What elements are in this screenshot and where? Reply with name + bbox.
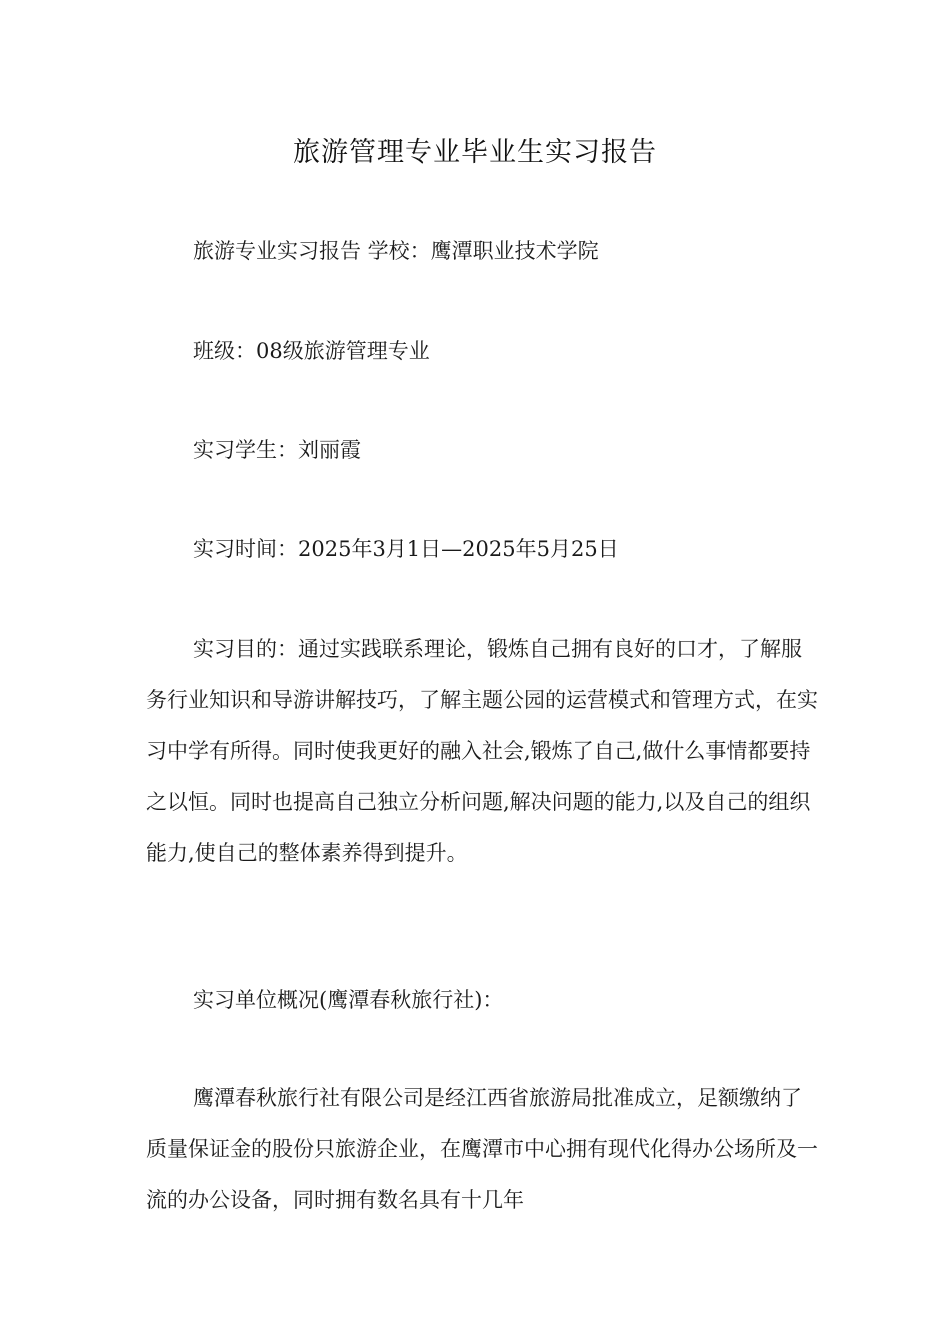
document-title: 旅游管理专业毕业生实习报告 [293, 137, 657, 168]
period-line: 实习时间：2025年3月1日—2025年5月25日 [193, 537, 619, 561]
purpose-paragraph: 实习目的：通过实践联系理论，锻炼自己拥有良好的口才，了解服务行业知识和导游讲解技巧，了解主题公园的运营模式和管理方式，在实习中学有所得。同时使我更好的融入社会,锻炼了自己,做什么事情都要持之以恒。同时也提高自己独立分析问题,解决问题的能力,以及自己的组织能力,使自己的整体素养得到提升。 [146, 637, 818, 865]
company-paragraph: 鹰潭春秋旅行社有限公司是经江西省旅游局批准成立，足额缴纳了质量保证金的股份只旅游企业，在鹰潭市中心拥有现代化得办公场所及一流的办公设备，同时拥有数名具有十几年 [146, 1086, 818, 1212]
class-line: 班级：08级旅游管理专业 [193, 339, 430, 363]
unit-heading: 实习单位概况(鹰潭春秋旅行社)： [193, 988, 504, 1012]
student-line: 实习学生：刘丽霞 [193, 438, 361, 462]
school-line: 旅游专业实习报告 学校：鹰潭职业技术学院 [193, 239, 599, 263]
